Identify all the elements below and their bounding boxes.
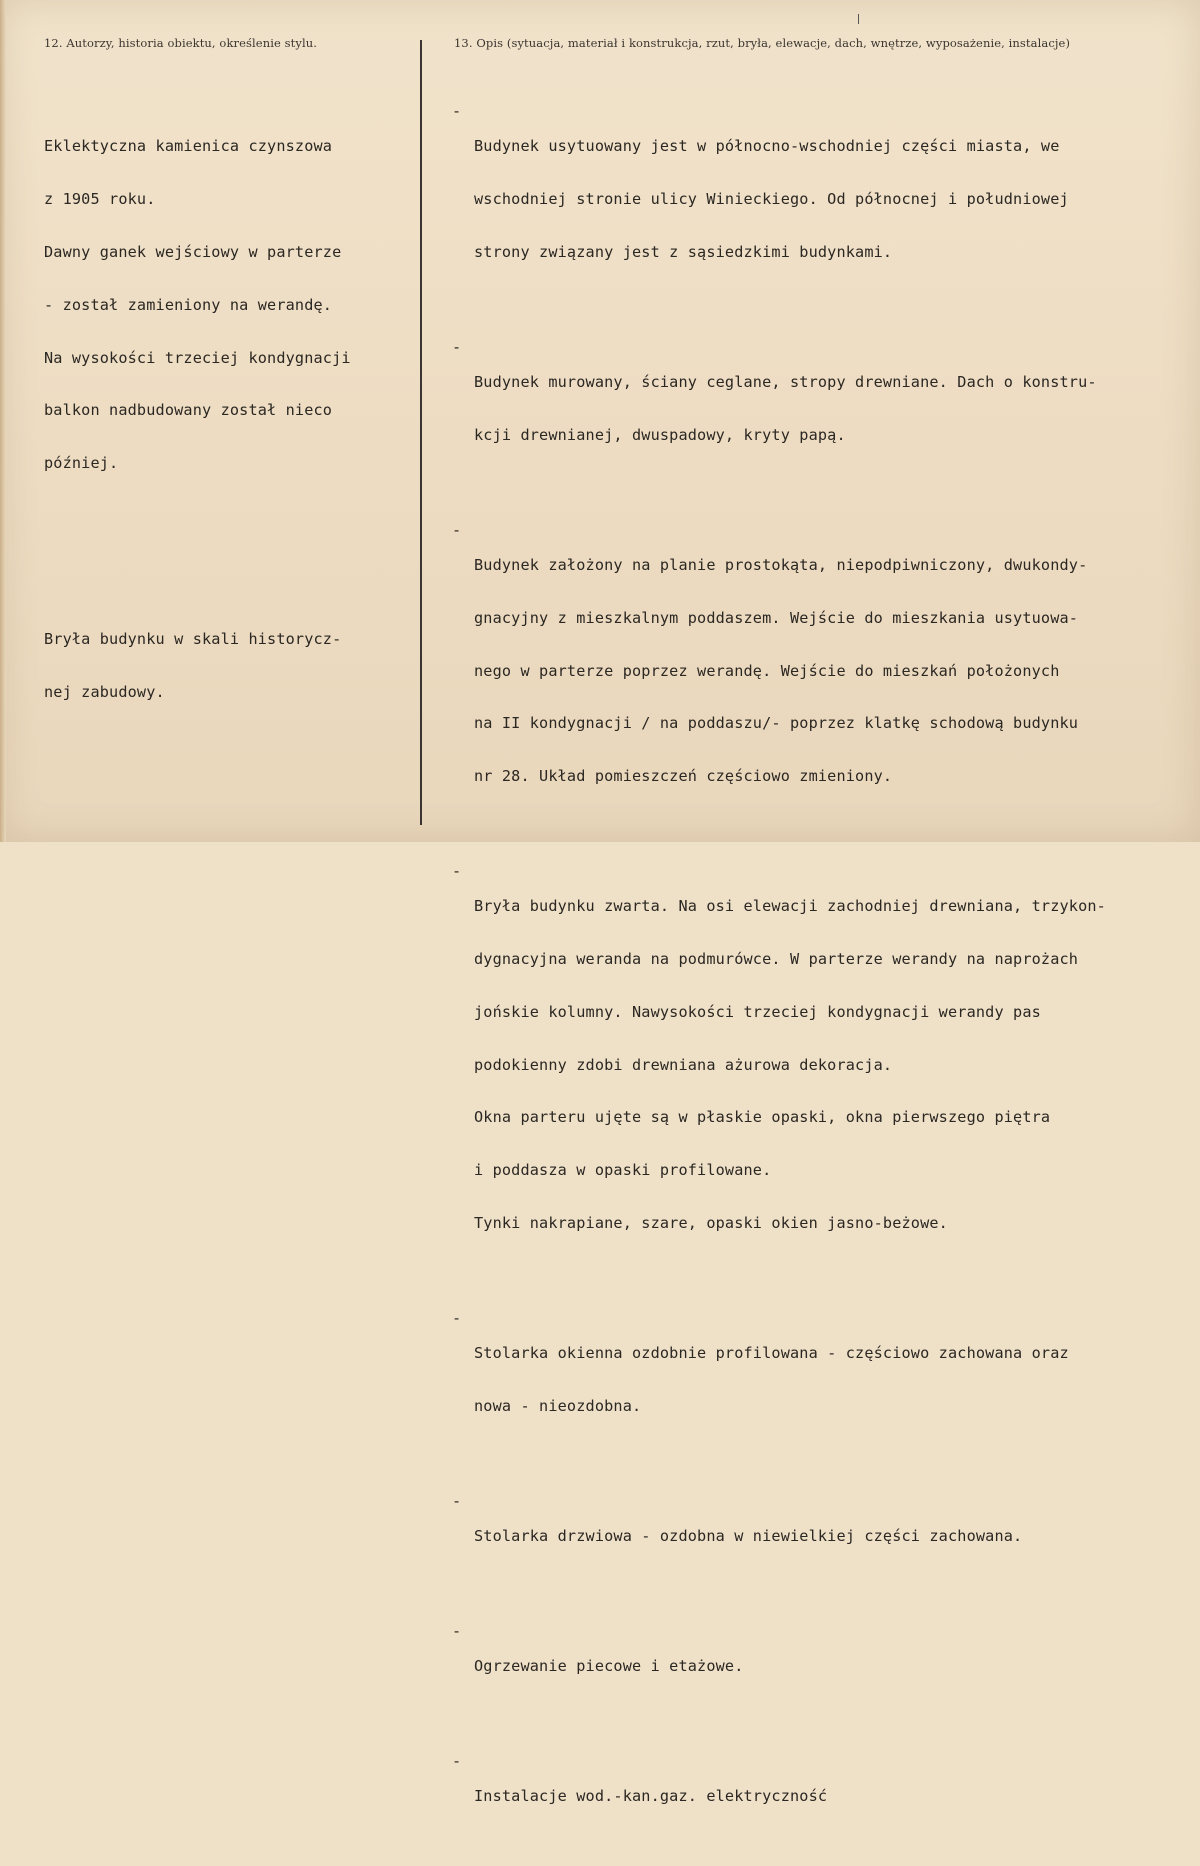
text-line: Budynek usytuowany jest w północno-wschodniej części miasta, we: [474, 137, 1060, 156]
text-line: Bryła budynku zwarta. Na osi elewacji zachodniej drewniana, trzykon-: [474, 897, 1106, 916]
item-dash: -: [452, 520, 462, 539]
text-line: nr 28. Układ pomieszczeń częściowo zmieniony.: [474, 767, 893, 786]
text-line: - został zamieniony na werandę.: [44, 295, 333, 314]
description-item: [452, 522, 1106, 821]
text-line: Tynki nakrapiane, szare, opaski okien jasno-beżowe.: [474, 1214, 948, 1232]
text-line: Instalacje wod.-kan.gaz. elektryczność: [474, 1787, 828, 1806]
text-line: gnacyjny z mieszkalnym poddaszem. Wejście do mieszkania usytuowa-: [474, 608, 1079, 627]
item-dash: -: [452, 337, 462, 356]
text-line: i poddasza w opaski profilowane.: [474, 1161, 772, 1180]
text-line: Stolarka okienna ozdobnie profilowana - częściowo zachowana oraz: [474, 1344, 1069, 1363]
text-line: balkon nadbudowany został nieco: [44, 401, 333, 420]
item-dash: -: [452, 862, 462, 881]
left-column-header: 12. Autorzy, historia obiektu, określenie stylu.: [44, 36, 318, 50]
text-line: Dawny ganek wejściowy w parterze: [44, 242, 342, 261]
right-column-header: 13. Opis (sytuacja, materiał i konstrukcja, rzut, bryła, elewacje, dach, wnętrze, wyposażenie, instalacje): [454, 36, 1071, 50]
text-line: wschodniej stronie ulicy Winieckiego. Od północnej i południowej: [474, 190, 1069, 209]
text-line: Eklektyczna kamienica czynszowa: [44, 137, 333, 156]
description-item: [452, 1623, 1106, 1711]
text-line: Bryła budynku w skali historycz-: [44, 630, 342, 649]
tick-mark: [858, 14, 859, 24]
text-line: później.: [44, 454, 119, 473]
description-item: [452, 863, 1106, 1268]
text-line: kcji drewnianej, dwuspadowy, kryty papą.: [474, 425, 846, 444]
history-paragraph: [44, 103, 351, 508]
text-line: Okna parteru ujęte są w płaskie opaski, okna pierwszego piętra: [474, 1108, 1051, 1127]
text-line: z 1905 roku.: [44, 190, 156, 209]
text-line: Budynek założony na planie prostokąta, niepodpiwniczony, dwukondy-: [474, 556, 1088, 575]
text-line: nowa - nieozdobna.: [474, 1396, 642, 1415]
item-dash: -: [452, 1752, 462, 1771]
left-column-text: [44, 68, 351, 755]
text-line: Ogrzewanie piecowe i etażowe.: [474, 1657, 744, 1676]
description-item: [452, 103, 1106, 297]
text-line: nej zabudowy.: [44, 683, 165, 702]
text-line: podokienny zdobi drewniana ażurowa dekoracja.: [474, 1055, 893, 1074]
description-item: [452, 1753, 1106, 1841]
text-line: Stolarka drzwiowa - ozdobna w niewielkiej części zachowana.: [474, 1527, 1023, 1546]
text-line: na II kondygnacji / na poddaszu/- poprzez klatkę schodową budynku: [474, 714, 1079, 733]
text-line: Budynek murowany, ściany ceglane, stropy drewniane. Dach o konstru-: [474, 373, 1097, 392]
description-item: [452, 1493, 1106, 1581]
text-line: nego w parterze poprzez werandę. Wejście do mieszkań położonych: [474, 661, 1060, 680]
text-line: strony związany jest z sąsiedzkimi budynkami.: [474, 242, 893, 261]
text-line: Na wysokości trzeciej kondygnacji: [44, 348, 351, 367]
text-line: dygnacyjna weranda na podmurówce. W parterze werandy na naprożach: [474, 950, 1079, 969]
description-item: [452, 339, 1106, 480]
page-edge: [0, 0, 6, 842]
column-divider: [420, 40, 422, 825]
item-dash: -: [452, 102, 462, 121]
item-dash: -: [452, 1622, 462, 1641]
description-item: [452, 1310, 1106, 1451]
style-paragraph: [44, 596, 351, 737]
item-dash: -: [452, 1491, 462, 1510]
right-column-text: [452, 68, 1106, 1866]
text-line: jońskie kolumny. Nawysokości trzeciej kondygnacji werandy pas: [474, 1002, 1041, 1021]
item-dash: -: [452, 1308, 462, 1327]
